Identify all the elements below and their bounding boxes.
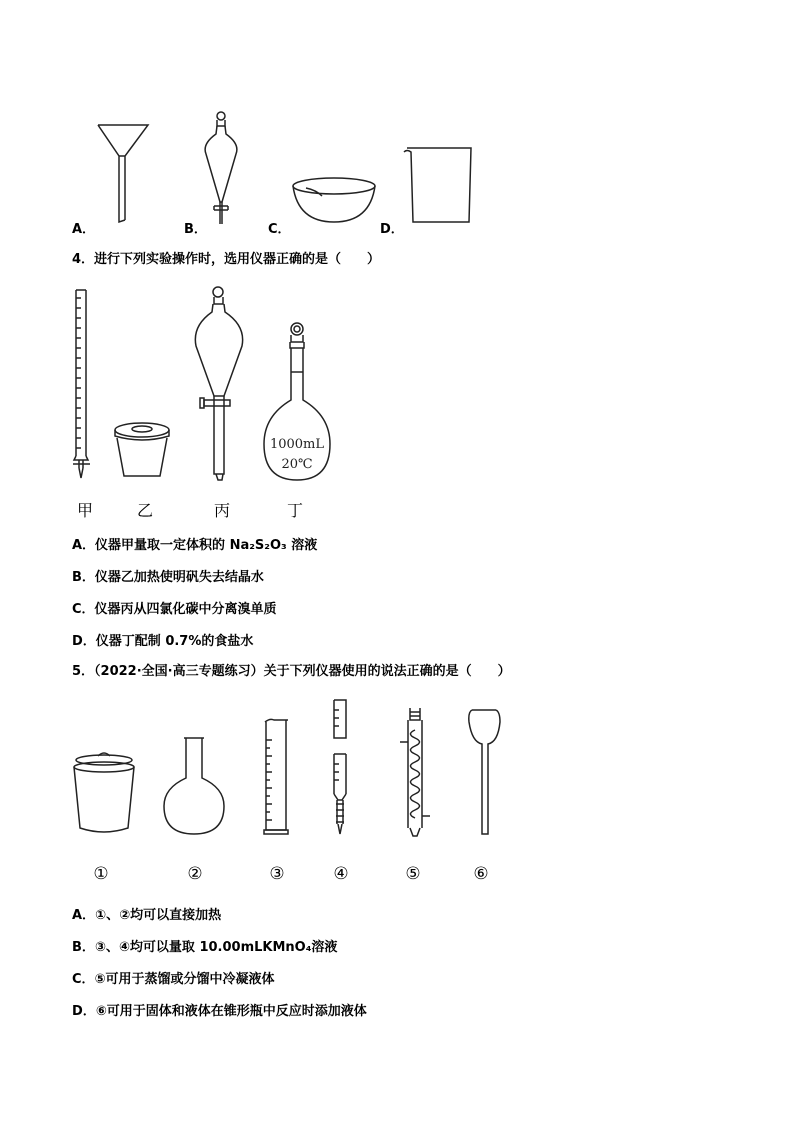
q4-option-a: A．仪器甲量取一定体积的 Na₂S₂O₃ 溶液 [72, 538, 318, 553]
q5-label-1: ① [93, 864, 109, 884]
q5-label-4: ④ [333, 864, 349, 884]
q5-option-c: C．⑤可用于蒸馏或分馏中冷凝液体 [72, 972, 275, 987]
q4-label-yi: 乙 [136, 501, 153, 520]
q3-option-b: B． [184, 222, 207, 237]
q4-option-c: C．仪器丙从四氯化碳中分离溴单质 [72, 602, 277, 617]
spiral-condenser-figure [396, 706, 436, 838]
flask-temperature-label: 20℃ [281, 457, 313, 472]
bulb-funnel-figure [464, 708, 504, 838]
q5-option-b: B．③、④均可以量取 10.00mLKMnO₄溶液 [72, 940, 338, 955]
q3-option-d: D． [380, 222, 404, 237]
q4-label-ding: 丁 [286, 501, 303, 520]
q5-option-d: D．⑥可用于固体和液体在锥形瓶中反应时添加液体 [72, 1004, 367, 1019]
q5-label-6: ⑥ [473, 864, 489, 884]
lidded-container-figure [72, 750, 136, 836]
q5-option-a: A．①、②均可以直接加热 [72, 908, 222, 923]
q5-stem: 5．（2022·全国·高三专题练习）关于下列仪器使用的说法正确的是（ ） [72, 664, 511, 679]
q4-label-bing: 丙 [213, 501, 230, 520]
flask-volume-label: 1000mL [269, 437, 325, 452]
separatory-funnel-figure [198, 110, 244, 228]
q4-option-d: D．仪器丁配制 0.7%的食盐水 [72, 634, 254, 649]
beaker-figure [403, 146, 479, 226]
q5-label-3: ③ [269, 864, 285, 884]
q3-option-c: C． [268, 222, 291, 237]
round-bottom-flask-figure [162, 736, 226, 836]
large-separatory-funnel-figure [190, 284, 252, 482]
burette-figure [70, 288, 96, 480]
q5-label-5: ⑤ [405, 864, 421, 884]
q3-option-a: A． [72, 222, 96, 237]
graduated-cylinder-figure [262, 718, 292, 836]
rubber-tube-burette-figure [328, 698, 354, 838]
q4-label-jia: 甲 [76, 501, 93, 520]
funnel-figure [95, 122, 155, 224]
q5-label-2: ② [187, 864, 203, 884]
volumetric-flask-figure [260, 320, 336, 484]
q4-option-b: B．仪器乙加热使明矾失去结晶水 [72, 570, 264, 585]
evaporating-dish-figure [292, 176, 380, 226]
crucible-figure [112, 420, 172, 480]
q4-stem: 4．进行下列实验操作时，选用仪器正确的是（ ） [72, 252, 381, 267]
